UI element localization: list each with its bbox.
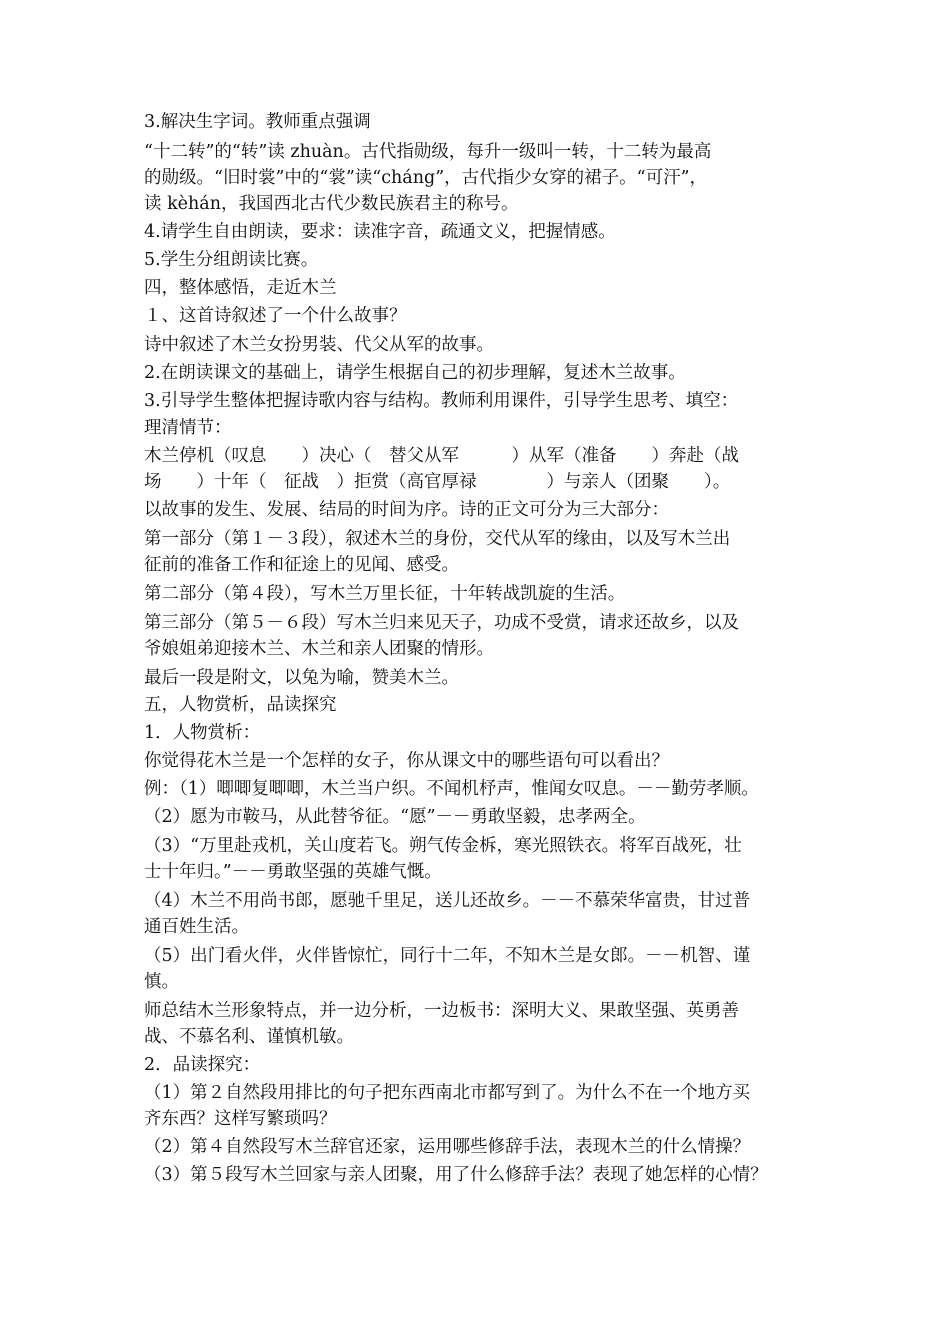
text-line: 1．人物赏析： (144, 723, 261, 743)
text-line: （3）“万里赴戎机，关山度若飞。朔气传金柝，寒光照铁衣。将军百战死，壮 (144, 836, 742, 856)
text-line: 的勋级。“旧时裳”中的“裳”读“cháng”，古代指少女穿的裙子。“可汗”， (144, 168, 708, 188)
text-line: （2）愿为市鞍马，从此替爷征。“愿”－－勇敢坚毅，忠孝两全。 (144, 807, 646, 827)
text-line: 读 kèhán，我国西北古代少数民族君主的称号。 (144, 194, 519, 214)
text-line: 场 ）十年（ 征战 ）拒赏（高官厚禄 ）与亲人（团聚 ）。 (144, 472, 731, 492)
text-line: （1）第２自然段用排比的句子把东西南北市都写到了。为什么不在一个地方买 (144, 1083, 751, 1103)
text-line: 战、不慕名利、谨慎机敏。 (144, 1027, 354, 1047)
text-line: 5.学生分组朗读比赛。 (144, 250, 319, 270)
text-line: 第二部分（第４段），写木兰万里长征，十年转战凯旋的生活。 (144, 584, 626, 604)
text-line: 最后一段是附文，以兔为喻，赞美木兰。 (144, 668, 459, 688)
text-line: 3.解决生字词。教师重点强调 (144, 112, 371, 132)
text-line: 第一部分（第１－３段），叙述木兰的身份，交代从军的缘由，以及写木兰出 (144, 529, 731, 549)
text-line: １、这首诗叙述了一个什么故事？ (144, 306, 407, 326)
text-line: 2．品读探究： (144, 1055, 261, 1075)
text-line: （4）木兰不用尚书郎，愿驰千里足，送儿还故乡。－－不慕荣华富贵，甘过普 (144, 891, 751, 911)
text-line: （3）第５段写木兰回家与亲人团聚，用了什么修辞手法？表现了她怎样的心情？ (144, 1165, 768, 1185)
text-line: 2.在朗读课文的基础上，请学生根据自己的初步理解，复述木兰故事。 (144, 363, 686, 383)
text-line: （5）出门看火伴，火伴皆惊忙，同行十二年，不知木兰是女郎。－－机智、谨 (144, 946, 751, 966)
text-line: 慎。 (144, 972, 179, 992)
text-line: 齐东西？这样写繁琐吗？ (144, 1109, 337, 1129)
text-line: 师总结木兰形象特点，并一边分析，一边板书：深明大义、果敢坚强、英勇善 (144, 1001, 739, 1021)
text-line: “十二转”的“转”读 zhuàn。古代指勋级，每升一级叫一转，十二转为最高 (144, 142, 712, 162)
text-line: 征前的准备工作和征途上的见闻、感受。 (144, 555, 459, 575)
text-line: 五，人物赏析，品读探究 (144, 695, 337, 715)
text-line: 木兰停机（叹息 ）决心（ 替父从军 ）从军（准备 ）奔赴（战 (144, 446, 739, 466)
text-line: 例：（1）唧唧复唧唧，木兰当户织。不闻机杼声，惟闻女叹息。－－勤劳孝顺。 (144, 779, 759, 799)
text-line: 理清情节： (144, 418, 232, 438)
text-line: （2）第４自然段写木兰辞官还家，运用哪些修辞手法，表现木兰的什么情操？ (144, 1137, 751, 1157)
text-line: 4.请学生自由朗读，要求：读准字音，疏通文义，把握情感。 (144, 222, 616, 242)
text-line: 士十年归。”－－勇敢坚强的英雄气慨。 (144, 862, 442, 882)
text-line: 3.引导学生整体把握诗歌内容与结构。教师利用课件，引导学生思考、填空： (144, 391, 739, 411)
text-line: 第三部分（第５－６段）写木兰归来见天子，功成不受赏，请求还故乡，以及 (144, 613, 739, 633)
text-line: 爷娘姐弟迎接木兰、木兰和亲人团聚的情形。 (144, 639, 494, 659)
text-line: 通百姓生活。 (144, 917, 249, 937)
text-line: 你觉得花木兰是一个怎样的女子，你从课文中的哪些语句可以看出？ (144, 751, 669, 771)
text-line: 诗中叙述了木兰女扮男装、代父从军的故事。 (144, 335, 494, 355)
text-line: 以故事的发生、发展、结局的时间为序。诗的正文可分为三大部分： (144, 500, 669, 520)
text-line: 四，整体感悟，走近木兰 (144, 278, 337, 298)
